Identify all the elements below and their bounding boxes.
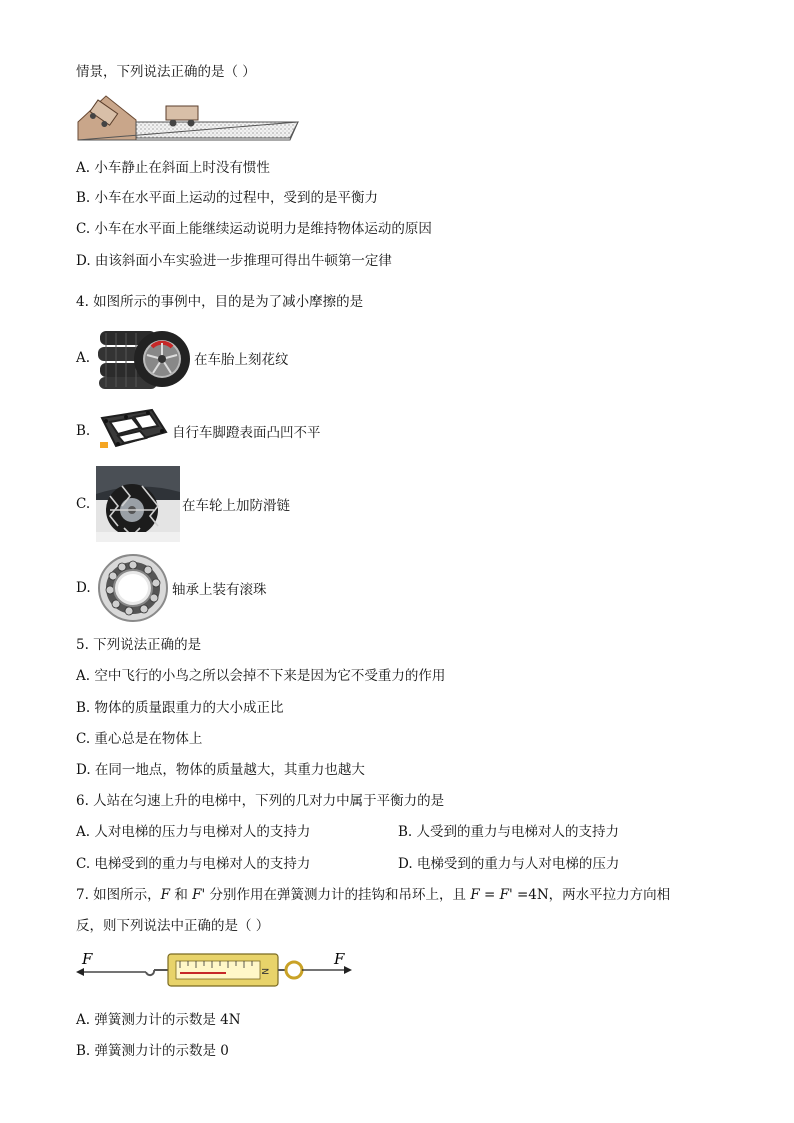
ball-bearing-icon (96, 552, 170, 624)
q7-stem-part: =4N，两水平拉力方向相 (512, 887, 671, 903)
q5-option-b: B. 物体的质量跟重力的大小成正比 (76, 700, 284, 716)
q6-option-d: D. 电梯受到的重力与人对电梯的压力 (398, 856, 620, 872)
q5-option-a: A. 空中飞行的小鸟之所以会掉不下来是因为它不受重力的作用 (76, 668, 446, 684)
ramp-cart-figure (76, 92, 302, 144)
q5-stem: 5. 下列说法正确的是 (76, 637, 202, 653)
option-letter: B. (76, 423, 91, 439)
option-text: 在车轮上加防滑链 (182, 498, 290, 514)
q6-option-a: A. 人对电梯的压力与电梯对人的支持力 (76, 824, 311, 840)
q7-stem-part: 7. 如图所示， (76, 887, 161, 903)
q3-option-b: B. 小车在水平面上运动的过程中，受到的是平衡力 (76, 190, 379, 206)
q7-option-b: B. 弹簧测力计的示数是 0 (76, 1043, 229, 1059)
q4-stem: 4. 如图所示的事例中，目的是为了减小摩擦的是 (76, 294, 364, 310)
force-f-prime: F' (192, 887, 206, 903)
option-text: 轴承上装有滚珠 (172, 582, 267, 598)
option-text: 在车胎上刻花纹 (194, 352, 289, 368)
q6-option-c: C. 电梯受到的重力与电梯对人的支持力 (76, 856, 311, 872)
bike-pedal-icon (96, 406, 170, 456)
force-f-prime: F' (499, 887, 513, 903)
q3-option-c: C. 小车在水平面上能继续运动说明力是维持物体运动的原因 (76, 221, 432, 237)
q4-option-d (76, 551, 267, 625)
q4-option-a (76, 323, 289, 393)
option-letter: D. (76, 580, 91, 596)
q4-option-b (76, 402, 321, 460)
q6-options-row-1 (76, 822, 716, 842)
right-force-label: F (334, 950, 345, 968)
q5-option-c: C. 重心总是在物体上 (76, 731, 203, 747)
q3-option-d: D. 由该斜面小车实验进一步推理可得出牛顿第一定律 (76, 253, 392, 269)
q5-option-d: D. 在同一地点，物体的质量越大，其重力也越大 (76, 762, 365, 778)
q7-option-a: A. 弹簧测力计的示数是 4N (76, 1012, 241, 1028)
q7-stem-part: = (479, 887, 500, 903)
scale-unit-label: N (259, 968, 269, 975)
option-text: 自行车脚蹬表面凸凹不平 (172, 425, 321, 441)
q6-stem: 6. 人站在匀速上升的电梯中，下列的几对力中属于平衡力的是 (76, 793, 445, 809)
q6-option-b: B. 人受到的重力与电梯对人的支持力 (398, 824, 620, 840)
option-letter: C. (76, 496, 91, 512)
force-f: F (470, 887, 480, 903)
q6-options-row-2 (76, 854, 716, 874)
q3-stem: 情景，下列说法正确的是（ ） (76, 64, 256, 80)
q7-stem-part: 分别作用在弹簧测力计的挂钩和吊环上，且 (205, 887, 471, 903)
q7-stem-line-2: 反，则下列说法中正确的是（ ） (76, 918, 270, 934)
q4-option-c (76, 465, 290, 543)
left-force-label: F (82, 950, 93, 968)
q3-option-a: A. 小车静止在斜面上时没有惯性 (76, 160, 270, 176)
force-f: F (160, 887, 171, 903)
spring-scale-figure (76, 948, 356, 990)
q7-stem-line-1 (76, 885, 670, 905)
q7-stem-part: 和 (170, 887, 193, 903)
option-letter: A. (76, 350, 91, 366)
tire-stack-icon (96, 325, 192, 391)
snow-chain-icon (96, 466, 180, 542)
